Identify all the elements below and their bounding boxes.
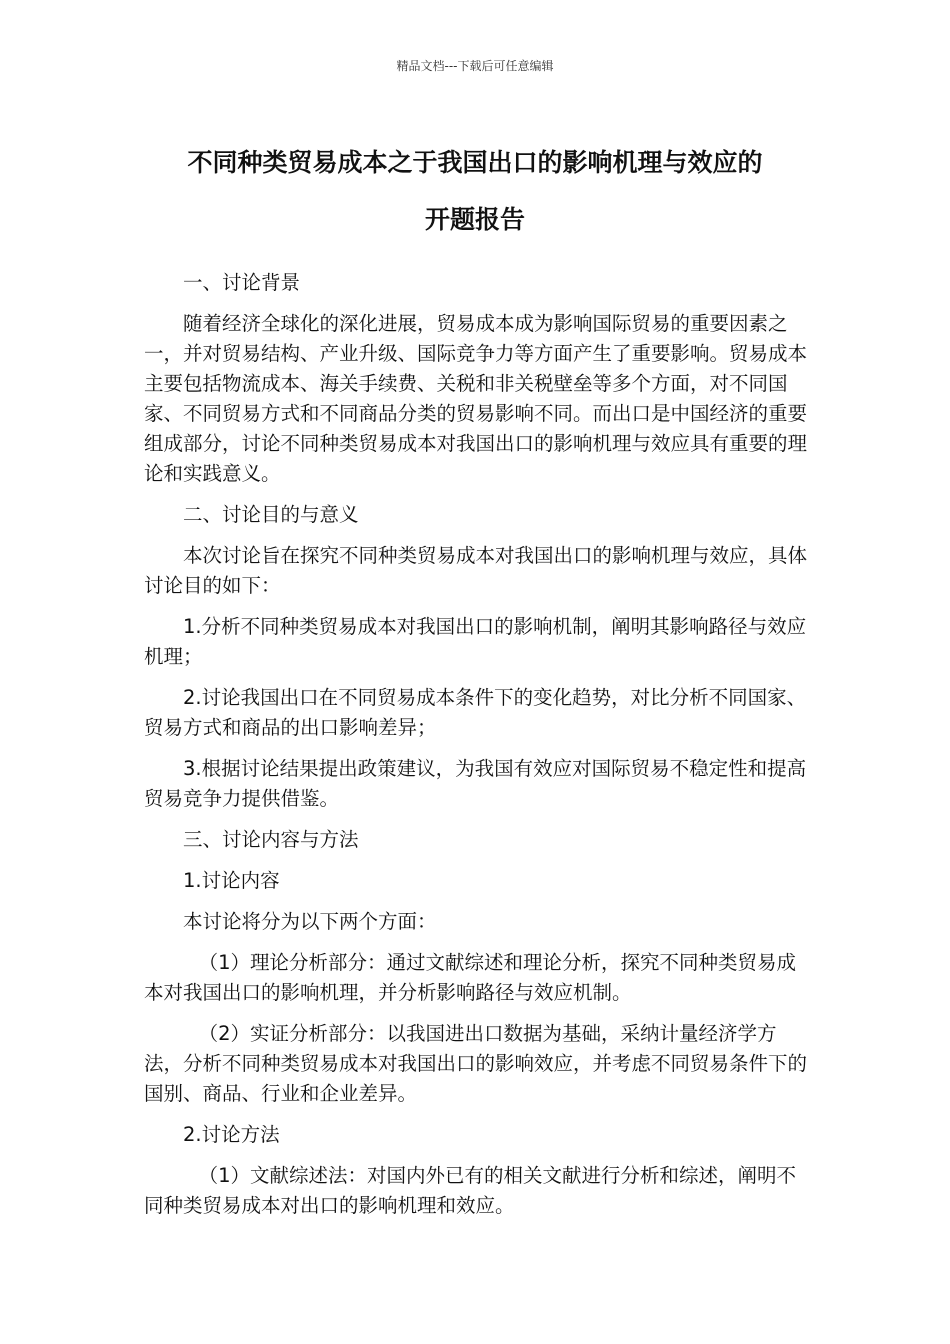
list-item-theory: （1）理论分析部分：通过文献综述和理论分析，探究不同种类贸易成本对我国出口的影响机理，并分析影响路径与效应机制。 — [144, 951, 797, 1004]
list-item-purpose-2: 2.讨论我国出口在不同贸易成本条件下的变化趋势，对比分析不同国家、贸易方式和商品的出口影响差异； — [144, 686, 807, 739]
section-heading-purpose: 二、讨论目的与意义 — [183, 503, 359, 526]
list-item-literature: （1）文献综述法：对国内外已有的相关文献进行分析和综述，阐明不同种类贸易成本对出口的影响机理和效应。 — [144, 1164, 797, 1217]
paragraph-background: 随着经济全球化的深化进展，贸易成本成为影响国际贸易的重要因素之一，并对贸易结构、产业升级、国际竞争力等方面产生了重要影响。贸易成本主要包括物流成本、海关手续费、关税和非关税壁垒等多个方面，对不同国家、不同贸易方式和不同商品分类的贸易影响不同。而出口是中国经济的重要组成部分，讨论不同种类贸易成本对我国出口的影响机理与效应具有重要的理论和实践意义。 — [144, 312, 808, 485]
subheading-content: 1.讨论内容 — [183, 869, 280, 892]
document-body — [144, 268, 808, 1232]
header-note: 精品文档---下载后可任意编辑 — [396, 59, 554, 73]
document-title — [120, 134, 830, 248]
title-line-1: 不同种类贸易成本之于我国出口的影响机理与效应的 — [187, 148, 763, 177]
title-line-2: 开题报告 — [424, 205, 525, 234]
list-item-empirical: （2）实证分析部分：以我国进出口数据为基础，采纳计量经济学方法，分析不同种类贸易成本对我国出口的影响效应，并考虑不同贸易条件下的国别、商品、行业和企业差异。 — [144, 1022, 808, 1105]
section-heading-background: 一、讨论背景 — [183, 271, 301, 294]
paragraph-purpose-intro: 本次讨论旨在探究不同种类贸易成本对我国出口的影响机理与效应，具体讨论目的如下： — [144, 544, 808, 597]
list-item-purpose-1: 1.分析不同种类贸易成本对我国出口的影响机制，阐明其影响路径与效应机理； — [144, 615, 807, 668]
subheading-method: 2.讨论方法 — [183, 1123, 280, 1146]
list-item-purpose-3: 3.根据讨论结果提出政策建议，为我国有效应对国际贸易不稳定性和提高贸易竞争力提供借鉴。 — [144, 757, 807, 810]
section-heading-content-method: 三、讨论内容与方法 — [183, 828, 359, 851]
paragraph-content-intro: 本讨论将分为以下两个方面： — [183, 910, 437, 933]
